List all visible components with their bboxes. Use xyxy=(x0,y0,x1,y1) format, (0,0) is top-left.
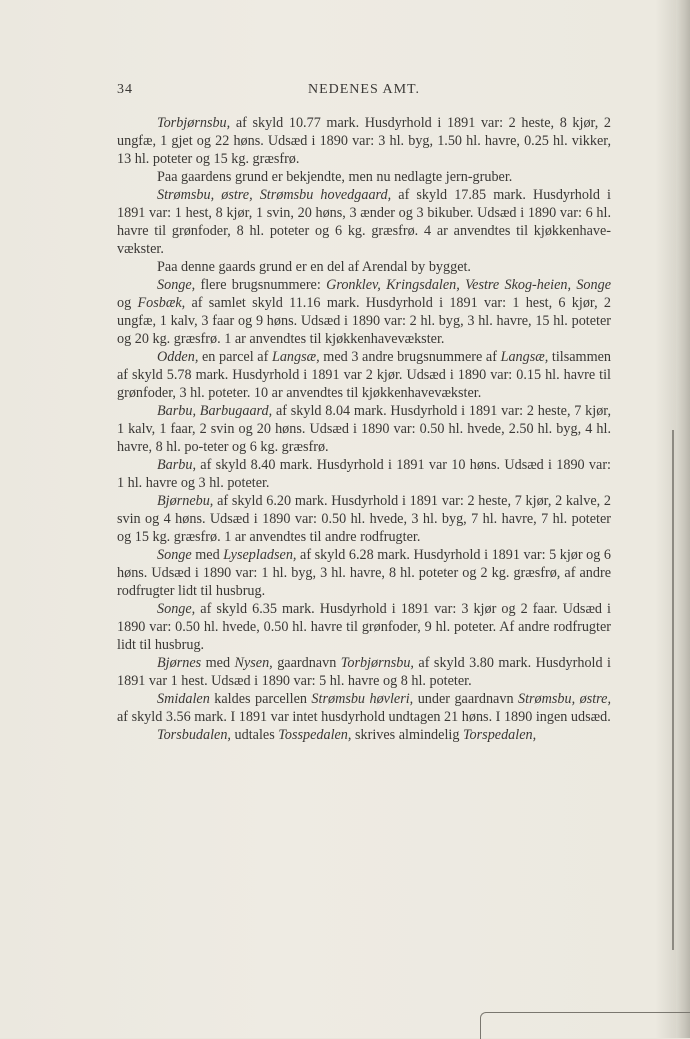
paragraph-text: af skyld 6.20 mark. Husdyrhold i 1891 var: 2 heste, 7 kjør, 2 kalve, 2 svin og 4 høns. Udsæd i 1890 var: 0.50 hl. hvede, 3 hl. byg, 7 hl. havre, 7 hl. poteter og 15 kg. græsfrø. 1 ar anvendtes til andre rodfrugter. xyxy=(117,493,611,545)
entry-name: Torbjørnsbu, xyxy=(340,655,414,671)
entry-name: Gronklev, Kringsdalen, Vestre Skog-heien, Songe xyxy=(326,277,611,293)
paragraph xyxy=(117,348,611,402)
paragraph-text: af skyld 6.28 mark. Husdyrhold i 1891 var: 5 kjør og 6 høns. Udsæd i 1890 var: 1 hl. byg, 3 hl. havre, 8 hl. poteter og 2 kg. græsfrø, af andre rodfrugter lidt til husbrug. xyxy=(117,547,611,599)
binding-edge xyxy=(480,1012,690,1039)
paragraph xyxy=(117,492,611,546)
entry-name: Barbu, Barbugaard, xyxy=(157,403,273,419)
paragraph-text: under gaardnavn xyxy=(413,691,518,707)
paragraph xyxy=(117,258,611,276)
paragraph-text: skrives almindelig xyxy=(351,727,463,743)
paragraph xyxy=(117,726,611,744)
paragraph xyxy=(117,276,611,348)
paragraph-text: Paa denne gaards grund er en del af Arendal by bygget. xyxy=(157,259,471,275)
entry-name: Bjørnes xyxy=(157,655,202,671)
paragraph-text: af samlet skyld 11.16 mark. Husdyrhold i 1891 var: 1 hest, 6 kjør, 2 ungfæ, 1 kalv, 3 faar og 9 høns. Udsæd i 1890 var: 2 hl. byg, 3 hl. havre, 15 hl. poteter og 20 kg. græsfrø. 1 ar anvendtes til kjøkkenhavevækster. xyxy=(117,295,612,347)
entry-name: Bjørnebu, xyxy=(157,493,214,509)
entry-name: Strømsbu, østre, xyxy=(518,691,612,707)
paragraph-text: af skyld 3.80 mark. Husdyrhold i 1891 var 1 hest. Udsæd i 1890 var: 5 hl. havre og 8 hl. poteter. xyxy=(117,655,611,689)
paragraph-text: af skyld 8.40 mark. Husdyrhold i 1891 var 10 høns. Udsæd i 1890 var: 1 hl. havre og 3 hl. poteter. xyxy=(117,457,611,491)
paragraph-text: med xyxy=(201,655,235,671)
entry-name: Torsbudalen, xyxy=(157,727,231,743)
entry-name: Langsæ, xyxy=(500,349,549,365)
paragraph-text: med 3 andre brugsnummere af xyxy=(319,349,501,365)
entry-name: Strømsbu, østre, Strømsbu hovedgaard, xyxy=(157,187,392,203)
page-edge-shadow xyxy=(672,430,674,950)
entry-name: Fosbæk, xyxy=(137,295,186,311)
paragraph-text: tilsammen af skyld 5.78 mark. Husdyrhold i 1891 var 2 kjør. Udsæd i 1890 var: 0.15 hl. havre til grønfoder, 3 hl. poteter. 10 ar anvendtes til kjøkkenhavevækster. xyxy=(117,349,611,401)
paragraph-text: af skyld 6.35 mark. Husdyrhold i 1891 var: 3 kjør og 2 faar. Udsæd i 1890 var: 0.50 hl. hvede, 0.50 hl. havre til grønfoder, 9 hl. poteter. Af andre rodfrugter lidt til husbrug. xyxy=(117,601,611,653)
entry-name: Odden, xyxy=(157,349,199,365)
paragraph xyxy=(117,168,611,186)
entry-name: Torbjørnsbu, xyxy=(157,115,231,131)
entry-name: Torspedalen, xyxy=(462,727,537,743)
entry-name: Lysepladsen, xyxy=(223,547,297,563)
paragraph-text: kaldes parcellen xyxy=(209,691,312,707)
paragraph-text: af skyld 10.77 mark. Husdyrhold i 1891 var: 2 heste, 8 kjør, 2 ungfæ, 1 gjet og 22 høns. Udsæd i 1890 var: 3 hl. byg, 1.50 hl. havre, 0.25 hl. vikker, 13 hl. poteter og 15 kg. græsfrø. xyxy=(117,115,611,167)
page-title: NEDENES AMT. xyxy=(307,82,421,97)
entry-name: Songe, xyxy=(157,277,196,293)
paragraph-text: udtales xyxy=(230,727,279,743)
paragraph xyxy=(117,456,611,492)
paragraph-text: og xyxy=(117,295,138,311)
body-text xyxy=(117,114,611,744)
paragraph-text: af skyld 17.85 mark. Husdyrhold i 1891 var: 1 hest, 8 kjør, 1 svin, 20 høns, 3 ænder og 3 bikuber. Udsæd i 1890 var: 6 hl. havre til grønfoder, 8 hl. poteter og 6 kg. græsfrø. 4 ar anvendtes til kjøkkenhave-vækster. xyxy=(117,187,611,257)
paragraph xyxy=(117,600,611,654)
paragraph xyxy=(117,654,611,690)
paragraph xyxy=(117,690,611,726)
paragraph xyxy=(117,114,611,168)
paragraph-text: Paa gaardens grund er bekjendte, men nu nedlagte jern-gruber. xyxy=(157,169,513,185)
paragraph-text: af skyld 3.56 mark. I 1891 var intet husdyrhold undtagen 21 høns. I 1890 ingen udsæd. xyxy=(117,709,611,725)
page-edge xyxy=(676,0,690,1038)
paragraph-text: af skyld 8.04 mark. Husdyrhold i 1891 var: 2 heste, 7 kjør, 1 kalv, 1 faar, 2 svin og 20 høns. Udsæd i 1890 var: 0.50 hl. hvede, 2.50 hl. byg, 4 hl. havre, 8 hl. po-teter og 6 kg. græsfrø. xyxy=(117,403,611,455)
entry-name: Songe, xyxy=(157,601,196,617)
paragraph-text: en parcel af xyxy=(198,349,272,365)
paragraph xyxy=(117,402,611,456)
entry-name: Barbu, xyxy=(157,457,197,473)
entry-name: Tosspedalen, xyxy=(278,727,352,743)
entry-name: Nysen, xyxy=(234,655,273,671)
page-number: 34 xyxy=(117,82,133,97)
paragraph xyxy=(117,186,611,258)
paragraph xyxy=(117,546,611,600)
paragraph-text: flere brugsnummere: xyxy=(195,277,327,293)
entry-name: Langsæ, xyxy=(271,349,320,365)
entry-name: Strømsbu høvleri, xyxy=(311,691,414,707)
paragraph-text: gaardnavn xyxy=(272,655,341,671)
entry-name: Songe xyxy=(157,547,192,563)
paragraph-text: med xyxy=(191,547,224,563)
entry-name: Smidalen xyxy=(157,691,210,707)
